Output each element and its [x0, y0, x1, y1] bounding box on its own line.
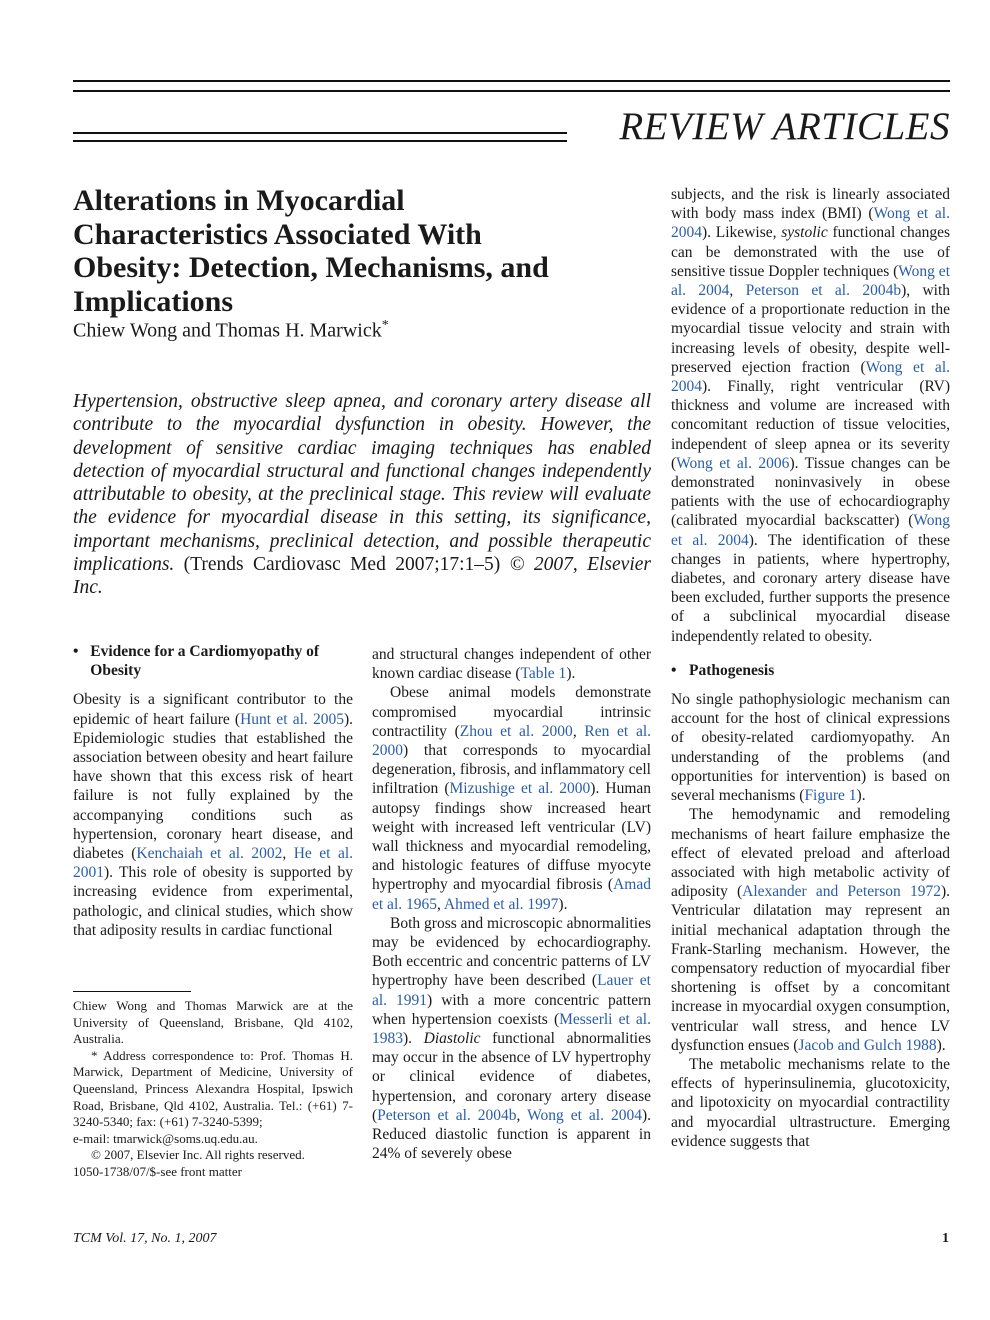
citation-link[interactable]: Zhou et al. 2000	[459, 722, 573, 740]
citation-link[interactable]: Hunt et al. 2005	[240, 710, 344, 728]
citation-link[interactable]: Peterson et al. 2004b	[745, 282, 902, 300]
text: ). Reduced diastolic function is apparent in 24% of severely obese	[372, 1106, 651, 1163]
section-heading-pathogenesis	[671, 661, 950, 680]
text: functional abnormalities may occur in the absence of LV hypertrophy or clinical evidence of diabetes, hypertension, and coronary artery disease (	[372, 1030, 651, 1124]
text: Obesity is a significant contributor to the epidemic of heart failure (	[73, 691, 353, 728]
correspondence-mark: *	[381, 318, 389, 333]
text: ). This role of obesity is supported by increasing evidence from experimental, pathologic, and clinical studies, which show that adiposity results in cardiac functional	[73, 864, 353, 939]
paragraph: The metabolic mechanisms relate to the effects of hyperinsulinemia, glucotoxicity, and lipotoxicity on myocardial contractility and myocardial ultrastructure. Emerging evidence suggests that	[671, 1055, 950, 1150]
text: ,	[729, 282, 746, 300]
text: ).	[856, 787, 866, 805]
paragraph	[671, 805, 950, 1055]
citation-link[interactable]: He et al. 2001	[73, 845, 354, 882]
footnote-rule	[73, 991, 191, 992]
citation-link[interactable]: Wong et al. 2004	[671, 205, 950, 242]
table-link[interactable]: Table 1	[520, 665, 567, 683]
header-rule-short-2	[73, 140, 567, 142]
footnote-correspondence: * Address correspondence to: Prof. Thomas H. Marwick, Department of Medicine, University of Queensland, Princess Alexandra Hospital, Ipswich Road, Brisbane, Qld 4102, Australia. Tel.: (+61) 7-3240-5340; fax: (+61) 7-3240-5399;	[73, 1047, 353, 1130]
footer-journal: TCM Vol. 17, No. 1, 2007	[73, 1231, 217, 1246]
text: No single pathophysiologic mechanism can account for the host of clinical expressions of obesity-related cardiomyopathy. An understanding of the problems (and opportunities for intervention) is based on several mechanisms (	[671, 691, 950, 805]
paragraph	[372, 914, 651, 1164]
abstract-copyright: © 2007, Elsevier Inc.	[73, 554, 651, 599]
citation-link[interactable]: Wong et al. 2004	[671, 512, 950, 549]
text: ). Human autopsy findings show increased heart weight with increased left ventricular (LV) wall thickness and myocardial remodeling, and histologic features of diffuse myocyte hypertrophy and myocardial fibrosis (	[372, 780, 652, 894]
heading-text: Pathogenesis	[689, 661, 775, 679]
heading-bullet: •	[73, 643, 79, 660]
text-italic: Diastolic	[423, 1030, 481, 1048]
citation-link[interactable]: Ren et al. 2000	[372, 722, 651, 760]
text: ) that corresponds to myocardial degeneration, fibrosis, and inflammatory cell infiltration (	[372, 742, 651, 798]
citation-link[interactable]: Wong et al. 2004	[671, 262, 950, 300]
citation-link[interactable]: Jacob and Gulch 1988	[798, 1036, 937, 1054]
abstract-body: Hypertension, obstructive sleep apnea, and coronary artery disease all contribute to the myocardial dysfunction in obesity. However, the development of sensitive cardiac imaging techniques has enabled detection of myocardial structural and functional changes independently attributable to obesity, at the preclinical stage. This review will evaluate the evidence for myocardial disease in this setting, its significance, important mechanisms, preclinical detection, and possible therapeutic implications.	[73, 391, 651, 576]
text: The hemodynamic and remodeling mechanisms of heart failure emphasize the effect of elevated preload and afterload associated with high metabolic activity of adiposity (	[671, 806, 950, 901]
text: ) with a more concentric pattern when hypertension coexists (	[372, 991, 651, 1028]
footnote-issn: 1050-1738/07/$-see front matter	[73, 1163, 242, 1179]
text: ). The identification of these changes in patients, where hypertrophy, diabetes, and coronary artery disease have been excluded, further supports the presence of a subclinical myocardial disease independently related to obesity.	[671, 531, 950, 645]
citation-link[interactable]: Wong et al. 2004	[671, 358, 950, 396]
column-2	[372, 645, 651, 1163]
text: ).	[566, 665, 576, 683]
text: ). Epidemiologic studies that established the association between obesity and heart failure have shown that this excess risk of heart failure is not fully explained by the accompanying conditions such as hypertension, coronary heart disease, and diabetes (	[73, 710, 353, 863]
text: Obese animal models demonstrate compromised myocardial intrinsic contractility (	[372, 684, 651, 740]
text: ).	[936, 1036, 946, 1054]
citation-link[interactable]: Lauer et al. 1991	[372, 972, 651, 1009]
text: ), with evidence of a proportionate reduction in the myocardial tissue velocity and strain with increasing levels of obesity, despite well-preserved ejection fraction (	[671, 282, 951, 376]
text: ,	[516, 1106, 528, 1124]
figure-link[interactable]: Figure 1	[804, 787, 857, 805]
citation-link[interactable]: Ahmed et al. 1997	[443, 895, 559, 913]
text: functional changes can be demonstrated with the use of sensitive tissue Doppler techniques (	[671, 224, 950, 280]
text-italic: systolic	[781, 224, 828, 242]
text: ,	[437, 895, 444, 913]
text: ). Tissue changes can be demonstrated noninvasively in obese patients with the use of echocardiography (calibrated myocardial backscatter) (	[671, 454, 950, 530]
footnote-copyright: © 2007, Elsevier Inc. All rights reserved.	[91, 1147, 305, 1163]
abstract-citation: (Trends Cardiovasc Med 2007;17:1–5)	[183, 554, 501, 576]
text: Both gross and microscopic abnormalities may be evidenced by echocardiography. Both eccentric and concentric patterns of LV hypertrophy have been described (	[372, 914, 651, 990]
text: ).	[403, 1030, 424, 1048]
author-names: Chiew Wong and Thomas H. Marwick	[73, 319, 382, 342]
section-label: REVIEW ARTICLES	[619, 105, 950, 148]
heading-text: Evidence for a Cardiomyopathy of Obesity	[90, 643, 320, 680]
paragraph	[671, 185, 950, 646]
section-heading-evidence	[73, 642, 353, 680]
citation-link[interactable]: Messerli et al. 1983	[372, 1010, 651, 1048]
text: ). Ventricular dilatation may represent an initial mechanical adaptation through the Frank-Starling mechanism. However, the compensatory reduction of myocardial fiber shortening is offset by a concomitant increase in myocardial oxygen consumption, ventricular wall stress, and hence LV dysfunction ensues (	[671, 883, 950, 1054]
citation-link[interactable]: Mizushige et al. 2000	[449, 780, 591, 798]
abstract	[73, 390, 651, 600]
heading-bullet: •	[671, 661, 677, 679]
text: ). Finally, right ventricular (RV) thickness and volume are increased with concomitant reduction of tissue velocities, independent of sleep apnea or its severity (	[671, 378, 950, 472]
text: and structural changes independent of other known cardiac disease (	[372, 646, 651, 683]
citation-link[interactable]: Kenchaiah et al. 2002	[136, 845, 283, 863]
footnote-email[interactable]: e-mail: tmarwick@soms.uq.edu.au.	[73, 1130, 258, 1146]
text: ,	[572, 722, 585, 740]
header-rule-upper	[73, 90, 950, 92]
text: ).	[558, 895, 568, 913]
footnote	[73, 998, 353, 1181]
column-1	[73, 642, 353, 940]
paragraph	[372, 645, 651, 683]
paragraph	[73, 690, 353, 940]
footnote-affiliation: Chiew Wong and Thomas Marwick are at the University of Queensland, Brisbane, Qld 4102, Australia.	[73, 998, 353, 1047]
article-authors	[73, 318, 389, 343]
paragraph	[671, 690, 950, 805]
column-3	[671, 185, 950, 1151]
text: ). Likewise,	[702, 224, 782, 242]
text: subjects, and the risk is linearly associated with body mass index (BMI) (	[671, 186, 950, 223]
citation-link[interactable]: Wong et al. 2004	[527, 1106, 642, 1124]
citation-link[interactable]: Alexander and Peterson 1972	[742, 883, 941, 901]
article-title: Alterations in Myocardial Characteristics Associated With Obesity: Detection, Mechanisms, and Implications	[73, 184, 549, 318]
citation-link[interactable]: Wong et al. 2006	[676, 454, 790, 472]
citation-link[interactable]: Amad et al. 1965	[372, 876, 651, 913]
header-top-rule	[73, 80, 950, 82]
text: ,	[282, 845, 294, 863]
paragraph	[372, 683, 651, 913]
citation-link[interactable]: Peterson et al. 2004b	[377, 1106, 517, 1124]
header-rule-short-1	[73, 132, 567, 134]
page-number: 1	[942, 1231, 949, 1246]
